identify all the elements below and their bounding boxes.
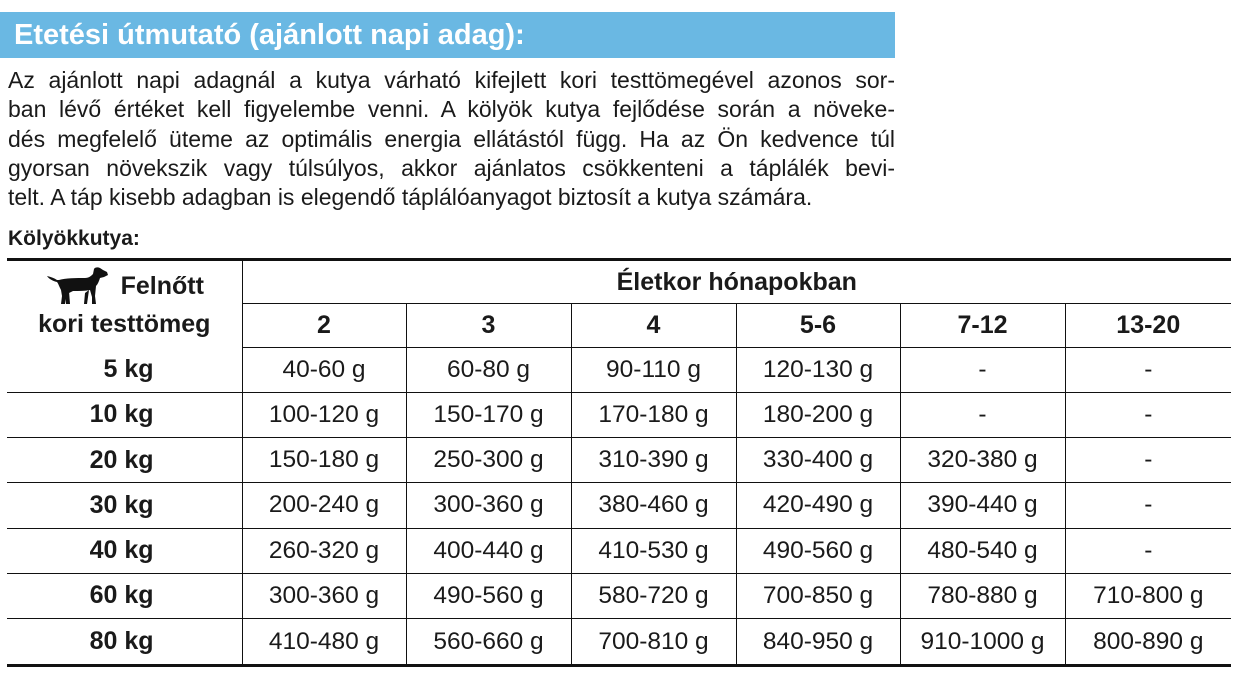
portion-cell: 840-950 g [736, 619, 900, 666]
intro-line: dés megfelelő üteme az optimális energia ellátástól függ. Ha az Ön kedvence túl [8, 125, 895, 152]
portion-cell: 170-180 g [571, 392, 736, 437]
age-column-header: 2 [242, 304, 406, 348]
weight-cell: 30 kg [7, 483, 242, 528]
portion-cell: 150-180 g [242, 437, 406, 482]
section-label: Kölyökkutya: [8, 227, 140, 250]
intro-paragraph [8, 66, 895, 212]
table-row [7, 619, 1231, 666]
portion-cell: 90-110 g [571, 348, 736, 393]
weight-cell: 10 kg [7, 392, 242, 437]
portion-cell: 800-890 g [1065, 619, 1231, 666]
portion-cell: 330-400 g [736, 437, 900, 482]
corner-header-line [7, 266, 242, 306]
portion-cell: 320-380 g [900, 437, 1065, 482]
portion-cell: 60-80 g [406, 348, 571, 393]
portion-cell: 200-240 g [242, 483, 406, 528]
age-column-header: 7-12 [900, 304, 1065, 348]
portion-cell: 380-460 g [571, 483, 736, 528]
portion-cell: - [900, 392, 1065, 437]
portion-cell: 310-390 g [571, 437, 736, 482]
weight-cell: 5 kg [7, 348, 242, 393]
intro-line: Az ajánlott napi adagnál a kutya várható kifejlett kori testtömegével azonos sor- [8, 67, 895, 93]
portion-cell: 710-800 g [1065, 573, 1231, 618]
table-row [7, 348, 1231, 393]
portion-cell: 40-60 g [242, 348, 406, 393]
portion-cell: 300-360 g [242, 573, 406, 618]
dog-silhouette-icon [45, 266, 109, 306]
weight-cell: 20 kg [7, 437, 242, 482]
portion-cell: 490-560 g [406, 573, 571, 618]
table-header-row [7, 260, 1231, 304]
age-header: Életkor hónapokban [242, 260, 1231, 304]
portion-cell: - [1065, 437, 1231, 482]
portion-cell: 580-720 g [571, 573, 736, 618]
table-row [7, 528, 1231, 573]
intro-line: telt. A táp kisebb adagban is elegendő táplálóanyagot biztosít a kutya számára. [8, 184, 813, 211]
table-row [7, 392, 1231, 437]
portion-cell: 410-530 g [571, 528, 736, 573]
feeding-table [7, 258, 1231, 667]
intro-line: ban lévő értéket kell figyelembe venni. A kölyök kutya fejlődése során a növeke- [8, 96, 895, 123]
portion-cell: 490-560 g [736, 528, 900, 573]
weight-cell: 80 kg [7, 619, 242, 666]
portion-cell: 390-440 g [900, 483, 1065, 528]
weight-cell: 40 kg [7, 528, 242, 573]
age-column-header: 5-6 [736, 304, 900, 348]
table-row [7, 437, 1231, 482]
title-banner [0, 12, 895, 58]
portion-cell: 180-200 g [736, 392, 900, 437]
portion-cell: 700-810 g [571, 619, 736, 666]
corner-header [7, 260, 242, 348]
table-row [7, 483, 1231, 528]
portion-cell: 480-540 g [900, 528, 1065, 573]
portion-cell: 250-300 g [406, 437, 571, 482]
portion-cell: 910-1000 g [900, 619, 1065, 666]
corner-header-label: kori testtömeg [38, 310, 211, 339]
weight-cell: 60 kg [7, 573, 242, 618]
portion-cell: 420-490 g [736, 483, 900, 528]
portion-cell: 260-320 g [242, 528, 406, 573]
portion-cell: - [1065, 483, 1231, 528]
portion-cell: 560-660 g [406, 619, 571, 666]
portion-cell: 120-130 g [736, 348, 900, 393]
portion-cell: - [900, 348, 1065, 393]
portion-cell: 300-360 g [406, 483, 571, 528]
page-title: Etetési útmutató (ajánlott napi adag): [14, 19, 525, 51]
age-column-header: 13-20 [1065, 304, 1231, 348]
intro-line: gyorsan növekszik vagy túlsúlyos, akkor ajánlatos csökkenteni a táplálék bevi- [8, 154, 895, 181]
portion-cell: 780-880 g [900, 573, 1065, 618]
portion-cell: 150-170 g [406, 392, 571, 437]
portion-cell: 700-850 g [736, 573, 900, 618]
portion-cell: - [1065, 528, 1231, 573]
portion-cell: 400-440 g [406, 528, 571, 573]
table-row [7, 573, 1231, 618]
portion-cell: - [1065, 392, 1231, 437]
age-column-header: 4 [571, 304, 736, 348]
portion-cell: - [1065, 348, 1231, 393]
portion-cell: 100-120 g [242, 392, 406, 437]
portion-cell: 410-480 g [242, 619, 406, 666]
corner-header-label: Felnőtt [120, 271, 204, 300]
age-column-header: 3 [406, 304, 571, 348]
